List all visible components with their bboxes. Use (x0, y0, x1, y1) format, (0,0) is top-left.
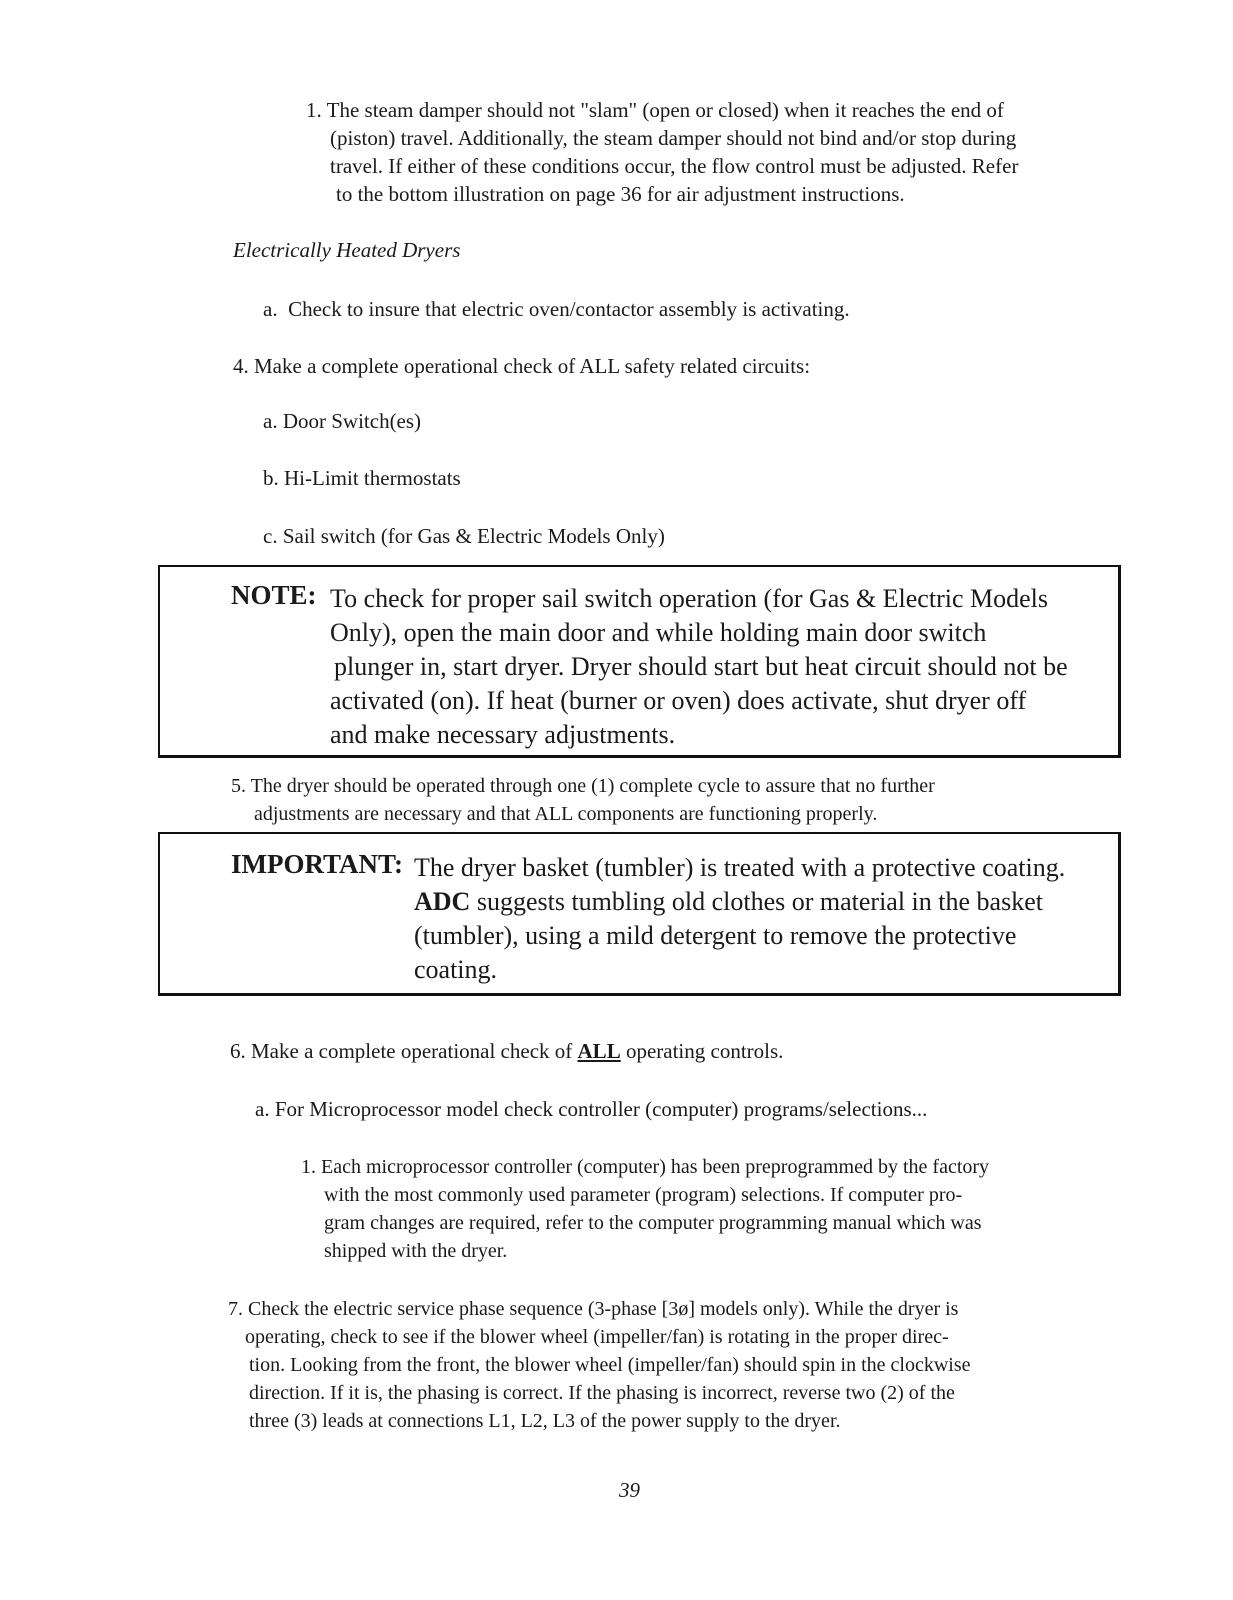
item-6-sub-a: a. For Microprocessor model check controller (computer) programs/selections... (255, 1097, 928, 1121)
item-5-paragraph (231, 772, 935, 828)
item-1-paragraph (306, 96, 1018, 208)
item-6-sub-1 (301, 1153, 989, 1265)
item-6-prefix: 6. Make a complete operational check of (230, 1039, 578, 1063)
note-line: To check for proper sail switch operation (for Gas & Electric Models (330, 584, 1048, 613)
item-1-line: 1. The steam damper should not "slam" (open or closed) when it reaches the end of (306, 98, 1004, 122)
note-label: NOTE: (231, 580, 317, 610)
page-number: 39 (619, 1478, 640, 1502)
item-7-line: direction. If it is, the phasing is correct. If the phasing is incorrect, reverse two (2) of the (249, 1382, 955, 1404)
note-text (330, 582, 1068, 752)
item-7-line: 7. Check the electric service phase sequence (3-phase [3ø] models only). While the dryer is (228, 1298, 959, 1320)
note-line: and make necessary adjustments. (330, 720, 676, 749)
item-6-text (230, 1037, 783, 1065)
item-6-sub-1-line: gram changes are required, refer to the computer programming manual which was (324, 1212, 982, 1234)
item-1-line: to the bottom illustration on page 36 for air adjustment instructions. (336, 182, 905, 206)
section-heading: Electrically Heated Dryers (233, 238, 461, 262)
item-1-line: travel. If either of these conditions occur, the flow control must be adjusted. Refer (330, 154, 1019, 178)
important-line (414, 885, 1065, 919)
item-4-subitem: b. Hi-Limit thermostats (263, 466, 461, 490)
item-6-sub-1-line: 1. Each microprocessor controller (computer) has been preprogrammed by the factory (301, 1156, 990, 1178)
note-line: plunger in, start dryer. Dryer should start but heat circuit should not be (334, 652, 1068, 681)
important-line-rest: suggests tumbling old clothes or material in the basket (470, 887, 1043, 916)
item-5-line: 5. The dryer should be operated through one (1) complete cycle to assure that no further (231, 775, 935, 797)
item-1-line: (piston) travel. Additionally, the steam damper should not bind and/or stop during (330, 126, 1017, 150)
item-7-line: operating, check to see if the blower wheel (impeller/fan) is rotating in the proper direc- (245, 1326, 949, 1348)
important-label: IMPORTANT: (231, 849, 404, 879)
note-line: Only), open the main door and while holding main door switch (330, 618, 987, 647)
item-7-line: tion. Looking from the front, the blower wheel (impeller/fan) should spin in the clockwise (249, 1354, 971, 1376)
important-line: The dryer basket (tumbler) is treated with a protective coating. (414, 853, 1066, 882)
item-6-sub-1-line: with the most commonly used parameter (program) selections. If computer pro- (324, 1184, 963, 1206)
adc-brand: ADC (414, 887, 471, 916)
important-line: (tumbler), using a mild detergent to remove the protective (414, 921, 1017, 950)
item-4-text: 4. Make a complete operational check of ALL safety related circuits: (233, 354, 811, 378)
oven-check-item: a. Check to insure that electric oven/contactor assembly is activating. (263, 297, 850, 321)
item-6-sub-1-line: shipped with the dryer. (324, 1240, 508, 1262)
item-6-emphasis: ALL (577, 1039, 621, 1063)
item-6-suffix: operating controls. (620, 1039, 784, 1063)
item-4-subitem: a. Door Switch(es) (263, 409, 422, 433)
important-line: coating. (414, 955, 498, 984)
note-line: activated (on). If heat (burner or oven) does activate, shut dryer off (330, 686, 1027, 715)
item-5-line: adjustments are necessary and that ALL components are functioning properly. (254, 803, 878, 825)
item-7-line: three (3) leads at connections L1, L2, L3 of the power supply to the dryer. (249, 1410, 841, 1432)
important-text (414, 851, 1065, 987)
item-4-subitem: c. Sail switch (for Gas & Electric Models Only) (263, 524, 665, 548)
item-7-paragraph (228, 1295, 971, 1435)
